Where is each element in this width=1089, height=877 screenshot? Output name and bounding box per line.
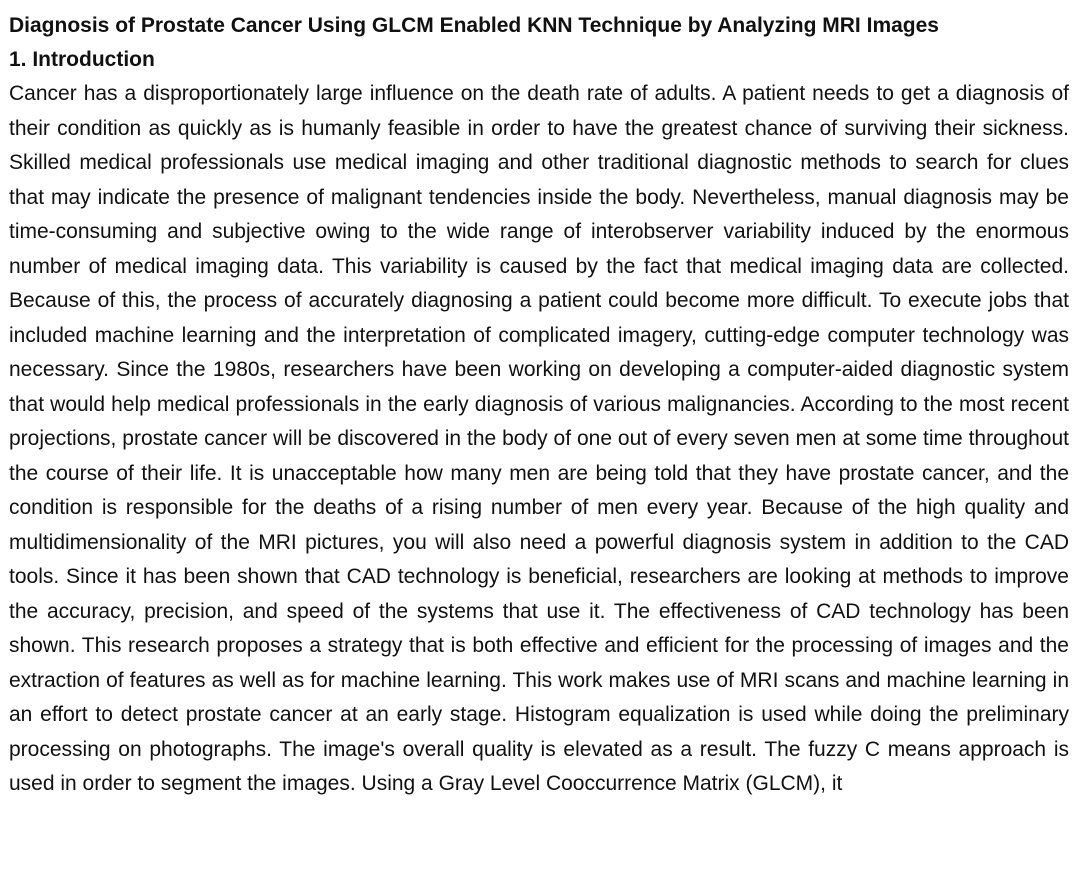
section-heading: 1. Introduction [9,48,155,71]
introduction-paragraph: Cancer has a disproportionately large influence on the death rate of adults. A patient needs to get a diagnosis of their condition as quickly as is humanly feasible in order to have the greatest chance of surviving their sickness. Skilled medical professionals use medical imaging and other traditional diagnostic methods to search for clues that may indicate the presence of malignant tendencies inside the body. Nevertheless, manual diagnosis may be time-consuming and subjective owing to the wide range of interobserver variability induced by the enormous number of medical imaging data. This variability is caused by the fact that medical imaging data are collected. Because of this, the process of accurately diagnosing a patient could become more difficult. To execute jobs that included machine learning and the interpretation of complicated imagery, cutting-edge computer technology was necessary. Since the 1980s, researchers have been working on developing a computer-aided diagnostic system that would help medical professionals in the early diagnosis of various malignancies. According to the most recent projections, prostate cancer will be discovered in the body of one out of every seven men at some time throughout the course of their life. It is unacceptable how many men are being told that they have prostate cancer, and the condition is responsible for the deaths of a rising number of men every year. Because of the high quality and multidimensionality of the MRI pictures, you will also need a powerful diagnosis system in addition to the CAD tools. Since it has been shown that CAD technology is beneficial, researchers are looking at methods to improve the accuracy, precision, and speed of the systems that use it. The effectiveness of CAD technology has been shown. This research proposes a strategy that is both effective and efficient for the processing of images and the extraction of features as well as for machine learning. This work makes use of MRI scans and machine learning in an effort to detect prostate cancer at an early stage. Histogram equalization is used while doing the preliminary processing on photographs. The image's overall quality is elevated as a result. The fuzzy C means approach is used in order to segment the images. Using a Gray Level Cooccurrence Matrix (GLCM), it [9,82,1069,795]
paper-title: Diagnosis of Prostate Cancer Using GLCM Enabled KNN Technique by Analyzing MRI Images [9,14,939,37]
